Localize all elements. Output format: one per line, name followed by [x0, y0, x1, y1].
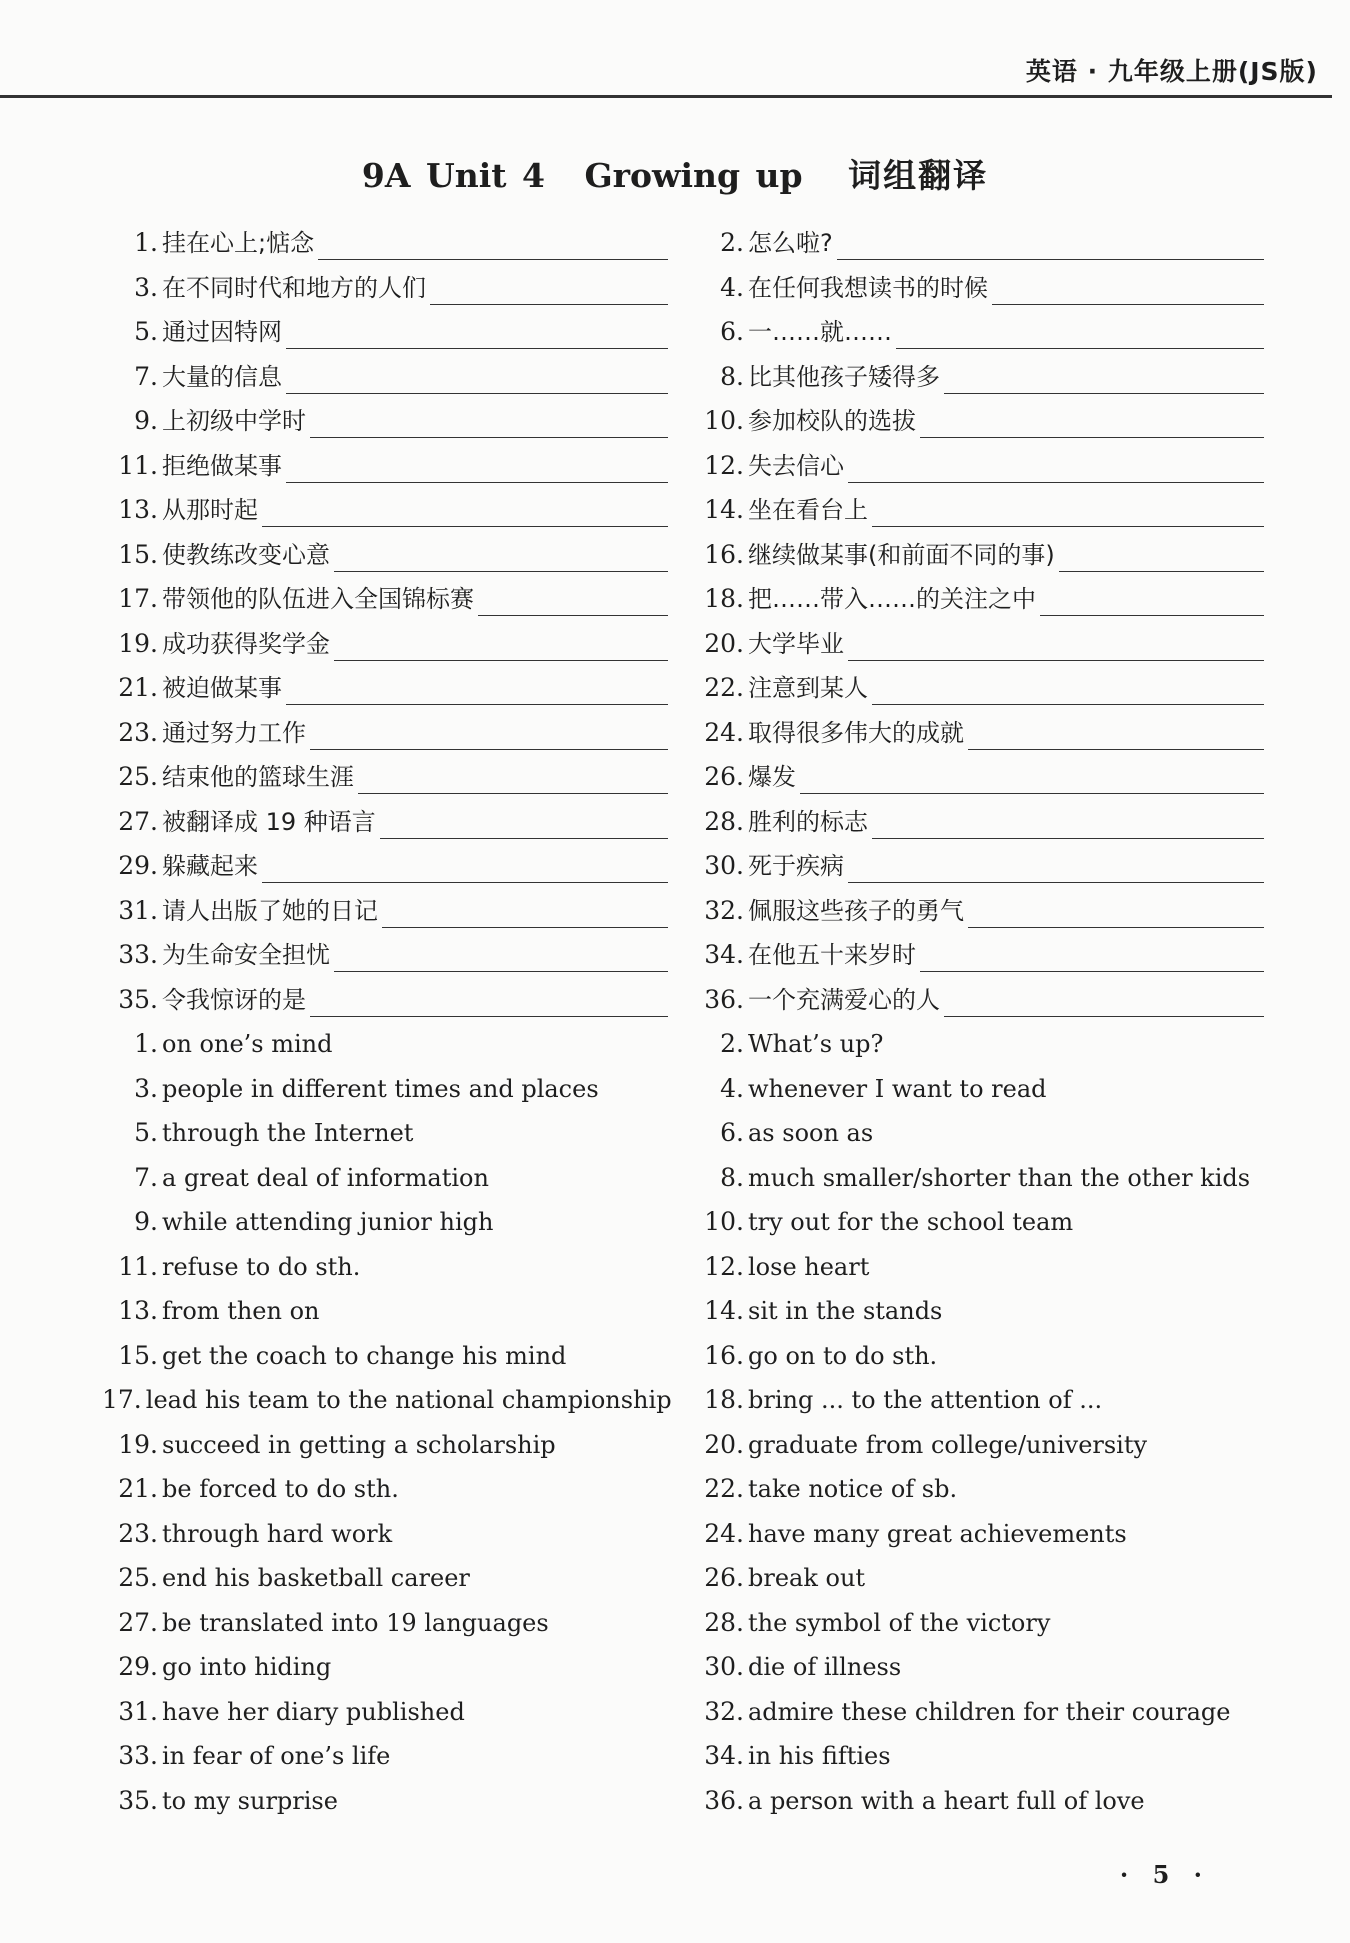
item-number: 7. [134, 361, 158, 391]
question-row [102, 983, 1264, 1028]
answer-text: have many great achievements [748, 1519, 1127, 1548]
answer-item [688, 1784, 1264, 1829]
item-number: 8. [720, 361, 744, 391]
item-number: 19. [118, 628, 158, 658]
item-number: 28. [704, 806, 744, 836]
item-number: 20. [704, 628, 744, 658]
answer-row [102, 1072, 1264, 1117]
item-number: 27. [118, 1607, 158, 1637]
answer-text: sit in the stands [748, 1297, 943, 1325]
question-item [688, 360, 1264, 405]
item-number: 15. [118, 539, 158, 569]
question-text: 大量的信息 [162, 362, 282, 391]
question-text: 带领他的队伍进入全国锦标赛 [162, 585, 474, 613]
exercise-grid [102, 226, 1264, 1828]
question-item [688, 627, 1264, 672]
answer-row [102, 1650, 1264, 1695]
question-item [102, 894, 668, 939]
answer-item [688, 1561, 1264, 1606]
answer-blank[interactable] [848, 627, 1264, 661]
item-number: 23. [118, 1518, 158, 1548]
answer-text: have her diary published [162, 1697, 465, 1726]
answer-text: whenever I want to read [748, 1074, 1047, 1103]
answer-item [688, 1161, 1264, 1206]
answer-row [102, 1161, 1264, 1206]
answer-blank[interactable] [1040, 582, 1264, 616]
answer-text: take notice of sb. [748, 1475, 958, 1503]
question-text: 爆发 [748, 763, 796, 791]
answer-blank[interactable] [334, 627, 668, 661]
answer-blank[interactable] [872, 493, 1264, 527]
question-text: 大学毕业 [748, 629, 844, 658]
answer-text: through hard work [162, 1519, 393, 1548]
item-number: 24. [704, 1518, 744, 1548]
answer-text: be translated into 19 languages [162, 1608, 549, 1637]
answer-blank[interactable] [968, 716, 1264, 750]
answer-text: break out [748, 1564, 866, 1592]
question-item [688, 538, 1264, 583]
item-number: 14. [704, 1296, 744, 1325]
answer-text: get the coach to change his mind [162, 1341, 567, 1370]
item-number: 22. [704, 673, 744, 702]
answer-text: refuse to do sth. [162, 1252, 361, 1281]
answer-item [688, 1072, 1264, 1117]
question-text: 取得很多伟大的成就 [748, 718, 964, 747]
answer-text: What’s up? [748, 1030, 884, 1058]
answer-blank[interactable] [380, 805, 668, 839]
question-text: 结束他的篮球生涯 [162, 763, 354, 791]
question-text: 拒绝做某事 [162, 451, 282, 480]
question-item [102, 671, 668, 716]
question-row [102, 226, 1264, 271]
answer-text: try out for the school team [748, 1208, 1074, 1236]
item-number: 21. [118, 1474, 158, 1503]
item-number: 35. [118, 1785, 158, 1815]
question-text: 被迫做某事 [162, 674, 282, 702]
question-item [688, 760, 1264, 805]
answer-text: graduate from college/university [748, 1430, 1148, 1459]
answer-blank[interactable] [334, 538, 668, 572]
answer-blank[interactable] [286, 315, 668, 349]
answer-text: through the Internet [162, 1119, 414, 1147]
answer-blank[interactable] [920, 938, 1264, 972]
item-number: 13. [118, 1296, 158, 1325]
answer-text: succeed in getting a scholarship [162, 1430, 556, 1459]
question-text: 在不同时代和地方的人们 [162, 273, 426, 302]
question-text: 请人出版了她的日记 [162, 896, 378, 925]
item-number: 8. [720, 1162, 744, 1192]
answer-row [102, 1784, 1264, 1829]
answer-text: on one’s mind [162, 1030, 333, 1058]
answer-blank[interactable] [286, 360, 668, 394]
question-text: 注意到某人 [748, 674, 868, 702]
question-text: 怎么啦? [748, 229, 833, 257]
answer-text: lead his team to the national championship [145, 1386, 672, 1414]
question-item [102, 805, 668, 850]
item-number: 22. [704, 1474, 744, 1503]
answer-item [102, 1695, 668, 1740]
item-number: 4. [720, 1073, 744, 1103]
answer-item [102, 1428, 668, 1473]
question-item [102, 538, 668, 583]
question-text: 成功获得奖学金 [162, 629, 330, 658]
answer-text: in fear of one’s life [162, 1742, 391, 1770]
question-row [102, 360, 1264, 405]
question-text: 从那时起 [162, 496, 258, 524]
answer-row [102, 1383, 1264, 1428]
question-row [102, 582, 1264, 627]
item-number: 17. [118, 584, 158, 613]
question-row [102, 538, 1264, 583]
answer-blank[interactable] [310, 404, 668, 438]
item-number: 10. [704, 1207, 744, 1236]
answer-blank[interactable] [944, 360, 1264, 394]
item-number: 35. [118, 984, 158, 1014]
item-number: 16. [704, 539, 744, 569]
item-number: 24. [704, 717, 744, 747]
unit-label: 9A Unit 4 [361, 156, 545, 195]
answer-row [102, 1339, 1264, 1384]
item-number: 34. [704, 1741, 744, 1770]
answer-blank[interactable] [382, 894, 668, 928]
answer-blank[interactable] [872, 671, 1264, 705]
answer-text: bring ... to the attention of ... [748, 1386, 1103, 1414]
question-row [102, 894, 1264, 939]
question-text: 失去信心 [748, 451, 844, 480]
question-row [102, 671, 1264, 716]
item-number: 10. [704, 406, 744, 435]
item-number: 30. [704, 1652, 744, 1681]
question-item [102, 315, 668, 360]
answer-item [688, 1428, 1264, 1473]
answer-blank[interactable] [872, 805, 1264, 839]
item-number: 31. [118, 895, 158, 925]
answer-blank[interactable] [848, 849, 1264, 883]
section-label: 词组翻译 [848, 156, 989, 195]
question-text: 上初级中学时 [162, 407, 306, 435]
item-number: 25. [118, 1563, 158, 1592]
question-text: 通过因特网 [162, 318, 282, 346]
question-item [102, 449, 668, 494]
question-item [688, 805, 1264, 850]
answer-item [102, 1339, 668, 1384]
answer-blank[interactable] [944, 983, 1264, 1017]
answer-item [102, 1606, 668, 1651]
item-number: 3. [134, 272, 158, 302]
question-text: 比其他孩子矮得多 [748, 362, 940, 391]
item-number: 23. [118, 717, 158, 747]
question-item [102, 938, 668, 983]
unit-topic: Growing up [584, 156, 803, 195]
answer-item [102, 1161, 668, 1206]
item-number: 29. [118, 1652, 158, 1681]
answer-blank[interactable] [334, 938, 668, 972]
answer-row [102, 1695, 1264, 1740]
question-row [102, 315, 1264, 360]
answer-item [688, 1472, 1264, 1517]
answer-text: go on to do sth. [748, 1341, 938, 1370]
answer-item [102, 1472, 668, 1517]
answer-row [102, 1428, 1264, 1473]
item-number: 14. [704, 495, 744, 524]
answer-blank[interactable] [286, 449, 668, 483]
answer-blank[interactable] [310, 983, 668, 1017]
answer-text: much smaller/shorter than the other kids [748, 1163, 1251, 1192]
item-number: 7. [134, 1162, 158, 1192]
page-title [0, 150, 1350, 197]
question-item [688, 894, 1264, 939]
question-item [688, 493, 1264, 538]
item-number: 27. [118, 806, 158, 836]
item-number: 1. [134, 228, 158, 257]
question-item [688, 983, 1264, 1028]
question-text: 佩服这些孩子的勇气 [748, 896, 964, 925]
answer-row [102, 1250, 1264, 1295]
answer-blank[interactable] [896, 315, 1264, 349]
answer-blank[interactable] [310, 716, 668, 750]
answer-item [688, 1294, 1264, 1339]
answer-blank[interactable] [262, 849, 668, 883]
book-title: 英语 · 九年级上册(JS版) [1025, 57, 1318, 86]
answer-text: go into hiding [162, 1653, 332, 1681]
question-row [102, 627, 1264, 672]
question-row [102, 271, 1264, 316]
question-item [102, 983, 668, 1028]
question-item [102, 760, 668, 805]
item-number: 30. [704, 851, 744, 880]
question-text: 躲藏起来 [162, 852, 258, 880]
answer-item [688, 1739, 1264, 1784]
answer-blank[interactable] [848, 449, 1264, 483]
item-number: 21. [118, 673, 158, 702]
question-text: 坐在看台上 [748, 496, 868, 524]
answer-item [102, 1116, 668, 1161]
question-text: 令我惊讶的是 [162, 985, 306, 1014]
question-item [102, 493, 668, 538]
item-number: 28. [704, 1607, 744, 1637]
answer-item [688, 1606, 1264, 1651]
question-text: 把……带入……的关注之中 [748, 585, 1036, 613]
item-number: 6. [720, 317, 744, 346]
answer-blank[interactable] [262, 493, 668, 527]
answer-item [688, 1250, 1264, 1295]
answer-text: end his basketball career [162, 1564, 470, 1592]
answer-blank[interactable] [478, 582, 668, 616]
answer-row [102, 1205, 1264, 1250]
answer-text: die of illness [748, 1653, 902, 1681]
answer-blank[interactable] [318, 226, 668, 260]
answer-blank[interactable] [430, 271, 668, 305]
answer-blank[interactable] [286, 671, 668, 705]
answer-item [102, 1561, 668, 1606]
answer-item [688, 1116, 1264, 1161]
question-item [102, 226, 668, 271]
answer-blank[interactable] [1059, 538, 1264, 572]
item-number: 11. [118, 450, 158, 480]
item-number: 9. [134, 1207, 158, 1236]
question-item [688, 226, 1264, 271]
item-number: 36. [704, 1785, 744, 1815]
question-item [102, 404, 668, 449]
item-number: 4. [720, 272, 744, 302]
question-text: 为生命安全担忧 [162, 941, 330, 969]
answer-text: a person with a heart full of love [748, 1786, 1145, 1815]
answer-item [688, 1650, 1264, 1695]
item-number: 25. [118, 762, 158, 791]
item-number: 2. [720, 228, 744, 257]
item-number: 1. [134, 1029, 158, 1058]
item-number: 13. [118, 495, 158, 524]
answer-item [102, 1739, 668, 1784]
answer-blank[interactable] [968, 894, 1264, 928]
question-text: 参加校队的选拔 [748, 407, 916, 435]
question-item [688, 582, 1264, 627]
question-row [102, 805, 1264, 850]
question-text: 通过努力工作 [162, 718, 306, 747]
item-number: 33. [118, 1741, 158, 1770]
page-header [0, 0, 1350, 100]
answer-row [102, 1561, 1264, 1606]
question-text: 死于疾病 [748, 852, 844, 880]
item-number: 31. [118, 1696, 158, 1726]
item-number: 34. [704, 940, 744, 969]
answer-text: admire these children for their courage [748, 1697, 1231, 1726]
answer-row [102, 1739, 1264, 1784]
question-item [688, 449, 1264, 494]
answer-item [102, 1784, 668, 1829]
answer-row [102, 1116, 1264, 1161]
question-item [102, 627, 668, 672]
question-row [102, 493, 1264, 538]
answer-text: lose heart [748, 1252, 870, 1281]
answer-blank[interactable] [800, 760, 1264, 794]
question-text: 在他五十来岁时 [748, 941, 916, 969]
question-item [102, 360, 668, 405]
question-text: 一……就…… [748, 318, 892, 346]
answer-blank[interactable] [992, 271, 1264, 305]
answer-blank[interactable] [920, 404, 1264, 438]
item-number: 36. [704, 984, 744, 1014]
answer-text: to my surprise [162, 1786, 338, 1815]
item-number: 12. [704, 450, 744, 480]
item-number: 16. [704, 1340, 744, 1370]
question-text: 在任何我想读书的时候 [748, 273, 988, 302]
answer-item [102, 1027, 668, 1072]
answer-item [688, 1205, 1264, 1250]
question-row [102, 938, 1264, 983]
question-item [102, 271, 668, 316]
answer-item [102, 1294, 668, 1339]
item-number: 33. [118, 940, 158, 969]
item-number: 5. [134, 317, 158, 346]
item-number: 5. [134, 1118, 158, 1147]
item-number: 32. [704, 895, 744, 925]
question-text: 挂在心上;惦念 [162, 229, 315, 257]
answer-item [102, 1250, 668, 1295]
answer-text: in his fifties [748, 1742, 891, 1770]
question-text: 胜利的标志 [748, 807, 868, 836]
question-row [102, 449, 1264, 494]
question-item [688, 404, 1264, 449]
question-row [102, 760, 1264, 805]
answer-item [688, 1695, 1264, 1740]
answer-row [102, 1517, 1264, 1562]
answer-row [102, 1294, 1264, 1339]
answer-text: the symbol of the victory [748, 1608, 1051, 1637]
answer-row [102, 1606, 1264, 1651]
answer-item [688, 1383, 1264, 1428]
question-text: 被翻译成 19 种语言 [162, 807, 376, 836]
item-number: 12. [704, 1251, 744, 1281]
page-number: · 5 · [1119, 1860, 1210, 1889]
header-rule [0, 95, 1332, 98]
question-row [102, 404, 1264, 449]
item-number: 18. [704, 584, 744, 613]
question-text: 一个充满爱心的人 [748, 985, 940, 1014]
item-number: 2. [720, 1029, 744, 1058]
answer-text: while attending junior high [162, 1208, 494, 1236]
item-number: 26. [704, 1563, 744, 1592]
answer-item [102, 1383, 672, 1428]
answer-text: be forced to do sth. [162, 1475, 399, 1503]
question-text: 继续做某事(和前面不同的事) [748, 540, 1055, 569]
item-number: 17. [102, 1385, 142, 1414]
question-text: 使教练改变心意 [162, 540, 330, 569]
question-item [102, 582, 668, 627]
item-number: 29. [118, 851, 158, 880]
item-number: 6. [720, 1118, 744, 1147]
item-number: 15. [118, 1340, 158, 1370]
item-number: 26. [704, 762, 744, 791]
question-item [688, 716, 1264, 761]
item-number: 18. [704, 1385, 744, 1414]
answer-blank[interactable] [358, 760, 668, 794]
answer-row [102, 1472, 1264, 1517]
answer-item [102, 1517, 668, 1562]
question-item [688, 938, 1264, 983]
answer-item [688, 1027, 1264, 1072]
answer-text: people in different times and places [162, 1074, 599, 1103]
item-number: 9. [134, 406, 158, 435]
answer-item [102, 1650, 668, 1695]
answer-item [102, 1205, 668, 1250]
answer-text: a great deal of information [162, 1163, 489, 1192]
answer-text: as soon as [748, 1119, 874, 1147]
item-number: 3. [134, 1073, 158, 1103]
question-item [688, 849, 1264, 894]
item-number: 11. [118, 1251, 158, 1281]
question-item [688, 315, 1264, 360]
item-number: 20. [704, 1429, 744, 1459]
question-row [102, 849, 1264, 894]
answer-row [102, 1027, 1264, 1072]
answer-blank[interactable] [837, 226, 1264, 260]
item-number: 32. [704, 1696, 744, 1726]
answer-text: from then on [162, 1297, 320, 1325]
question-item [688, 271, 1264, 316]
answer-item [688, 1339, 1264, 1384]
question-item [102, 849, 668, 894]
answer-item [102, 1072, 668, 1117]
question-item [102, 716, 668, 761]
question-item [688, 671, 1264, 716]
question-row [102, 716, 1264, 761]
item-number: 19. [118, 1429, 158, 1459]
answer-item [688, 1517, 1264, 1562]
